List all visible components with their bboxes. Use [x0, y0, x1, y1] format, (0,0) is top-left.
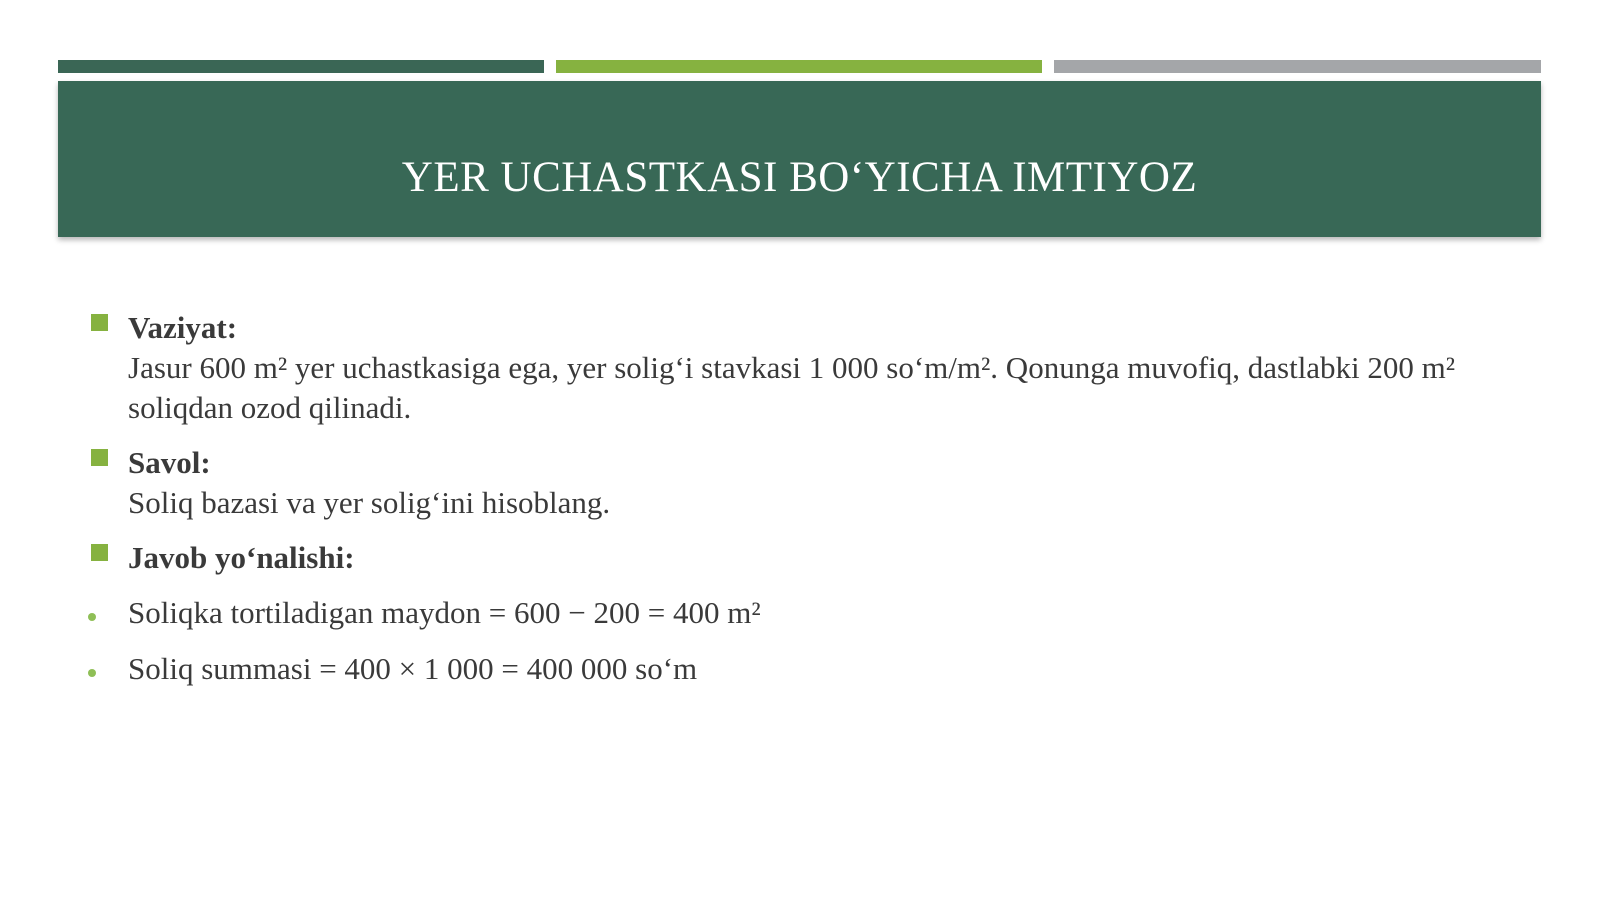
square-bullet-icon	[91, 544, 108, 561]
dot-bullet-icon	[88, 613, 96, 621]
situation-text: Jasur 600 m² yer uchastkasiga ega, yer solig‘i stavkasi 1 000 so‘m/m². Qonunga muvofiq, dastlabki 200 m² soliqdan ozod qilinadi.	[128, 350, 1456, 425]
question-block	[128, 443, 1508, 523]
dot-bullet-icon	[88, 669, 96, 677]
square-bullet-icon	[91, 314, 108, 331]
accent-bar-gray	[1054, 60, 1541, 73]
accent-bar-light-green	[556, 60, 1042, 73]
answer-block	[128, 538, 1508, 578]
accent-bar-dark-green	[58, 60, 544, 73]
question-heading: Savol:	[128, 445, 211, 480]
question-text: Soliq bazasi va yer solig‘ini hisoblang.	[128, 485, 611, 520]
situation-heading: Vaziyat:	[128, 310, 238, 345]
answer-heading: Javob yo‘nalishi:	[128, 540, 355, 575]
slide-title: YER UCHASTKASI BO‘YICHA IMTIYOZ	[401, 153, 1198, 201]
situation-block	[128, 308, 1508, 428]
answer-line-2: Soliq summasi = 400 × 1 000 = 400 000 so‘m	[128, 651, 698, 686]
title-banner	[58, 81, 1541, 237]
square-bullet-icon	[91, 449, 108, 466]
answer-line-2-block	[128, 649, 1508, 689]
answer-line-1: Soliqka tortiladigan maydon = 600 − 200 = 400 m²	[128, 595, 761, 630]
answer-line-1-block	[128, 593, 1508, 633]
